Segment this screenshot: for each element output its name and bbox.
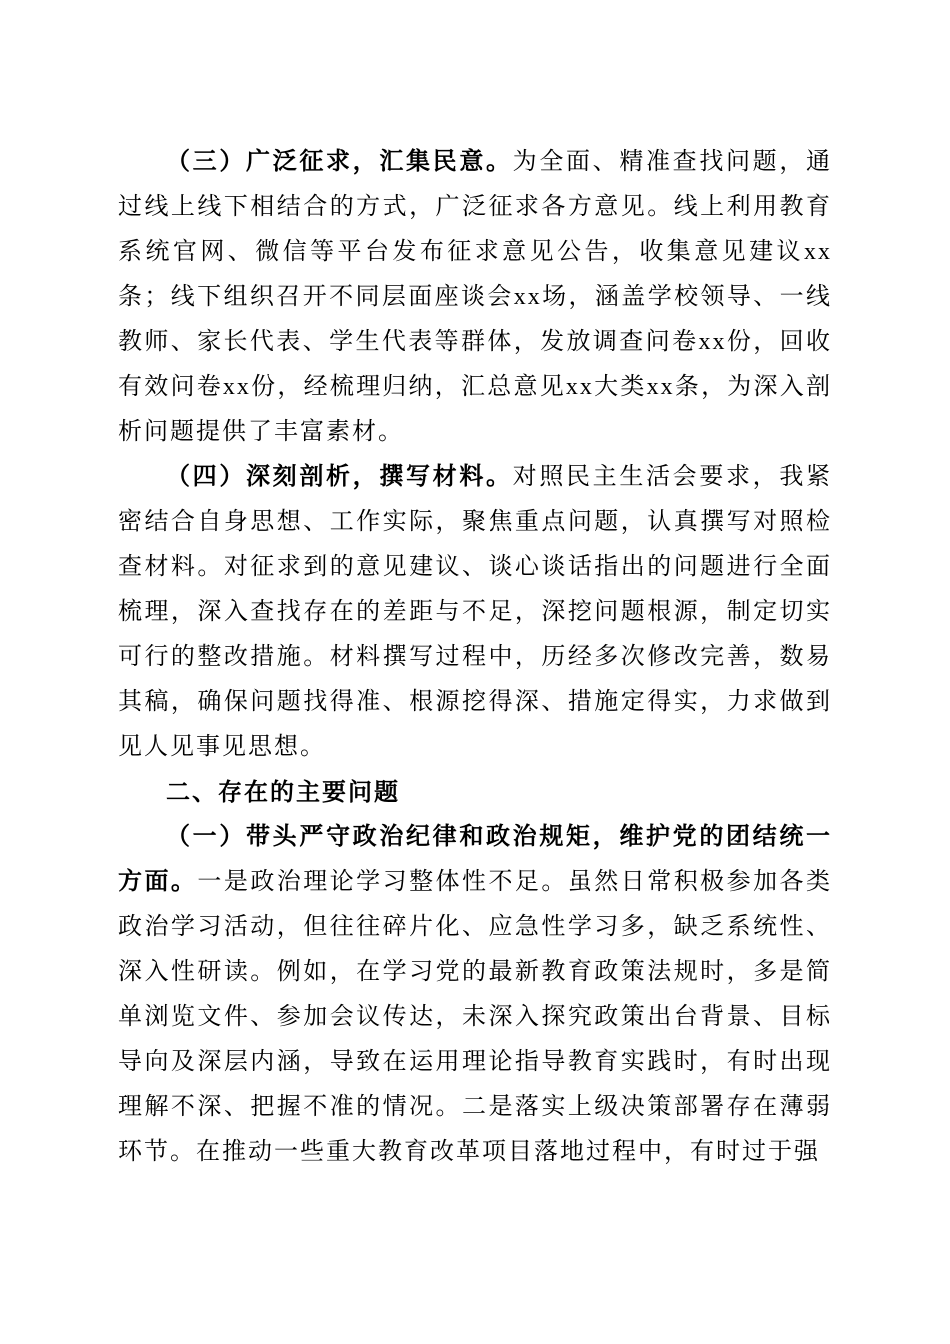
paragraph-problem-1: [118, 815, 832, 1175]
paragraph-text: 对照民主生活会要求，我紧密结合自身思想、工作实际，聚焦重点问题，认真撰写对照检查材料。对征求到的意见建议、谈心谈话指出的问题进行全面梳理，深入查找存在的差距与不足，深挖问题根源，制定切实可行的整改措施。材料撰写过程中，历经多次修改完善，数易其稿，确保问题找得准、根源挖得深、措施定得实，力求做到见人见事见思想。: [118, 464, 833, 760]
paragraph-lead: （三）广泛征求，汇集民意。: [166, 149, 513, 175]
section-heading-main-problems: 二、存在的主要问题: [166, 779, 400, 806]
paragraph-section-3: [118, 140, 832, 455]
paragraph-text: 为全面、精准查找问题，通过线上线下相结合的方式，广泛征求各方意见。线上利用教育系统官网、微信等平台发布征求意见公告，收集意见建议xx条；线下组织召开不同层面座谈会xx场，涵盖学校领导、一线教师、家长代表、学生代表等群体，发放调查问卷xx份，回收有效问卷xx份，经梳理归纳，汇总意见xx大类xx条，为深入剖析问题提供了丰富素材。: [118, 149, 833, 445]
paragraph-lead: （四）深刻剖析，撰写材料。: [166, 464, 513, 490]
paragraph-section-4: [118, 455, 832, 770]
paragraph-lead: （一）带头严守政治纪律和政治规矩，维护党的团结统一方面。: [118, 824, 832, 895]
paragraph-text: 一是政治理论学习整体性不足。虽然日常积极参加各类政治学习活动，但往往碎片化、应急性学习多，缺乏系统性、深入性研读。例如，在学习党的最新教育政策法规时，多是简单浏览文件、参加会议传达，未深入探究政策出台背景、目标导向及深层内涵，导致在运用理论指导教育实践时，有时出现理解不深、把握不准的情况。二是落实上级决策部署存在薄弱环节。在推动一些重大教育改革项目落地过程中，有时过于强: [118, 869, 833, 1165]
